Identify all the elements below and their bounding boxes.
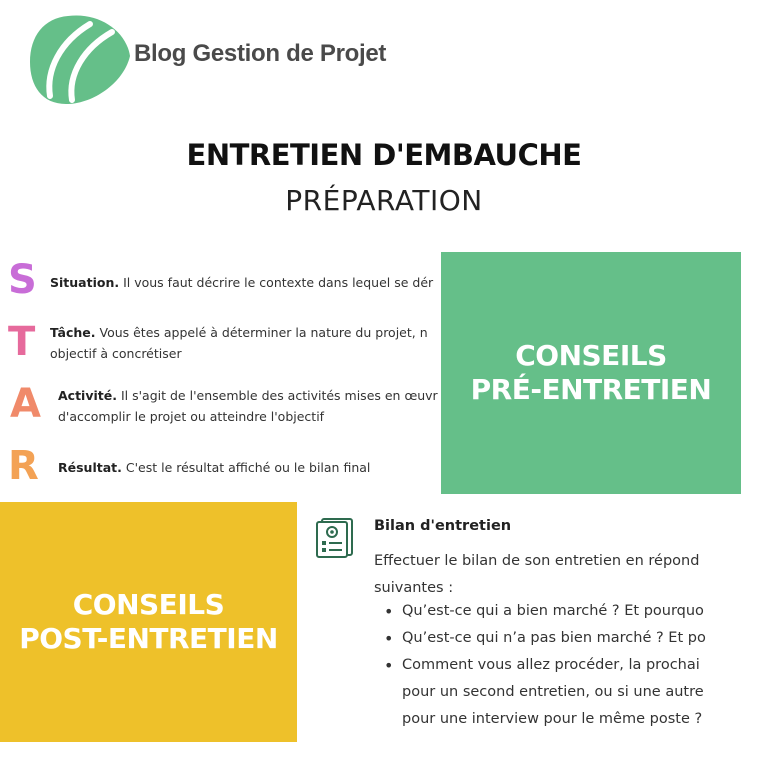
intro-line: suivantes :: [374, 580, 454, 596]
star-item-activite: [58, 385, 438, 427]
star-description: objectif à concrétiser: [50, 346, 182, 361]
list-item-continuation: pour une interview pour le même poste ?: [402, 711, 703, 727]
list-item-continuation: pour un second entretien, ou si une autre: [402, 684, 704, 700]
list-item: • Qu’est-ce qui n’a pas bien marché ? Et po: [382, 625, 706, 652]
star-letter-t: T: [8, 319, 36, 365]
interview-review-section: [316, 516, 768, 746]
star-letter-a: A: [10, 381, 41, 427]
star-letter-r: R: [8, 443, 39, 489]
box-line: PRÉ-ENTRETIEN: [470, 373, 712, 406]
box-line: POST-ENTRETIEN: [19, 622, 278, 655]
blog-logo: [28, 12, 132, 106]
page-subtitle: PRÉPARATION: [285, 184, 483, 217]
brand-name: Blog Gestion de Projet: [134, 40, 387, 67]
post-interview-tips-box: [0, 502, 297, 742]
star-term: Tâche.: [50, 325, 96, 340]
review-question-list: [382, 598, 706, 733]
checklist-document-icon: [316, 518, 354, 558]
star-term: Situation.: [50, 275, 120, 290]
box-line: CONSEILS: [72, 588, 225, 621]
leaf-logo-icon: [28, 12, 132, 106]
star-description: Il vous faut décrire le contexte dans lequel se dér: [123, 275, 434, 290]
star-letter-s: S: [8, 257, 37, 303]
pre-interview-tips-box: [441, 252, 741, 494]
star-item-tache: [50, 322, 428, 364]
page-title: ENTRETIEN D'EMBAUCHE: [186, 138, 582, 172]
star-item-situation: [50, 272, 433, 293]
star-description: Il s'agit de l'ensemble des activités mises en œuvr: [120, 388, 438, 403]
section-title: Bilan d'entretien: [374, 518, 512, 534]
box-line: CONSEILS: [515, 339, 667, 372]
star-term: Activité.: [58, 388, 117, 403]
list-item: • Qu’est-ce qui a bien marché ? Et pourquo: [382, 598, 706, 625]
star-description: d'accomplir le projet ou atteindre l'objectif: [58, 409, 325, 424]
intro-line: Effectuer le bilan de son entretien en répond: [374, 553, 700, 569]
list-item: • Comment vous allez procéder, la prochai: [382, 652, 706, 679]
star-term: Résultat.: [58, 460, 122, 475]
star-item-resultat: [58, 457, 370, 478]
star-description: C'est le résultat affiché ou le bilan final: [125, 460, 371, 475]
section-intro: [374, 548, 699, 602]
star-description: Vous êtes appelé à déterminer la nature du projet, n: [99, 325, 428, 340]
star-method-panel: [0, 252, 440, 500]
